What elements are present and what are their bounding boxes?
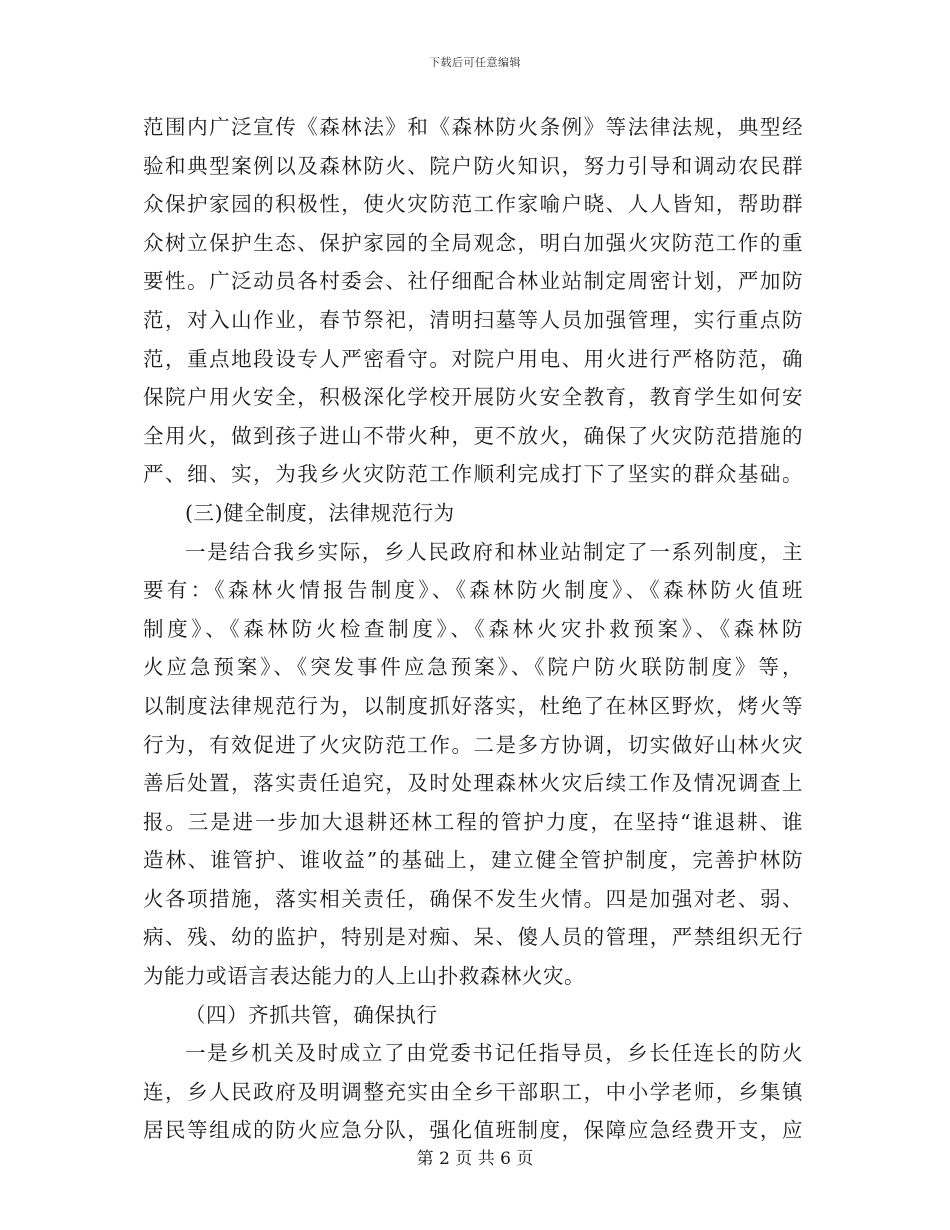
body-line: 要性。广泛动员各村委会、社仔细配合林业站制定周密计划，严加防 [143, 269, 803, 294]
body-line: 验和典型案例以及森林防火、院户防火知识，努力引导和调动农民群 [143, 153, 803, 178]
section-heading-4: （四）齐抓共管，确保执行 [185, 1002, 438, 1027]
body-line: 制度》、《森林防火检查制度》、《森林火灾扑救预案》、《森林防 [143, 616, 803, 641]
body-line: 火各项措施，落实相关责任，确保不发生火情。四是加强对老、弱、 [143, 886, 803, 911]
body-line: 严、细、实，为我乡火灾防范工作顺利完成打下了坚实的群众基础。 [143, 462, 803, 487]
body-line: 全用火，做到孩子进山不带火种，更不放火，确保了火灾防范措施的 [143, 423, 803, 448]
page-number: 第 2 页 共 6 页 [416, 1149, 534, 1169]
section-heading-3: (三)健全制度，法律规范行为 [185, 500, 455, 525]
body-line: 范，重点地段设专人严密看守。对院户用电、用火进行严格防范，确 [143, 346, 803, 371]
body-line: 造林、谁管护、谁收益”的基础上，建立健全管护制度，完善护林防 [143, 848, 803, 873]
body-line: 病、残、幼的监护，特别是对痴、呆、傻人员的管理，严禁组织无行 [143, 925, 803, 950]
body-line: 范围内广泛宣传《森林法》和《森林防火条例》等法律法规，典型经 [143, 115, 803, 139]
body-line: 以制度法律规范行为，以制度抓好落实，杜绝了在林区野炊，烤火等 [143, 693, 803, 718]
body-line: 连，乡人民政府及明调整充实由全乡干部职工，中小学老师，乡集镇 [143, 1079, 803, 1104]
page-header-note: 下载后可任意编辑 [429, 56, 521, 69]
body-line: 范，对入山作业，春节祭祀，清明扫墓等人员加强管理，实行重点防 [143, 307, 803, 332]
document-body [143, 108, 803, 1150]
body-line: 保院户用火安全，积极深化学校开展防火安全教育，教育学生如何安 [143, 385, 803, 410]
body-line: 居民等组成的防火应急分队，强化值班制度，保障应急经费开支，应 [143, 1118, 803, 1143]
body-line: 报。三是进一步加大退耕还林工程的管护力度，在坚持“谁退耕、谁 [143, 809, 803, 834]
body-line: 善后处置，落实责任追究，及时处理森林火灾后续工作及情况调查上 [143, 771, 803, 796]
body-line: 火应急预案》、《突发事件应急预案》、《院户防火联防制度》等， [143, 655, 803, 680]
body-line: 行为，有效促进了火灾防范工作。二是多方协调，切实做好山林火灾 [143, 732, 803, 757]
body-line: 众保护家园的积极性，使火灾防范工作家喻户晓、人人皆知，帮助群 [143, 192, 803, 217]
body-line: 众树立保护生态、保护家园的全局观念，明白加强火灾防范工作的重 [143, 230, 803, 255]
paragraph-first-line: 一是结合我乡实际，乡人民政府和林业站制定了一系列制度，主 [185, 539, 803, 564]
body-line: 要有：《森林火情报告制度》、《森林防火制度》、《森林防火值班 [143, 578, 803, 603]
paragraph-first-line: 一是乡机关及时成立了由党委书记任指导员，乡长任连长的防火 [185, 1041, 803, 1066]
body-line: 为能力或语言表达能力的人上山扑救森林火灾。 [143, 964, 586, 989]
